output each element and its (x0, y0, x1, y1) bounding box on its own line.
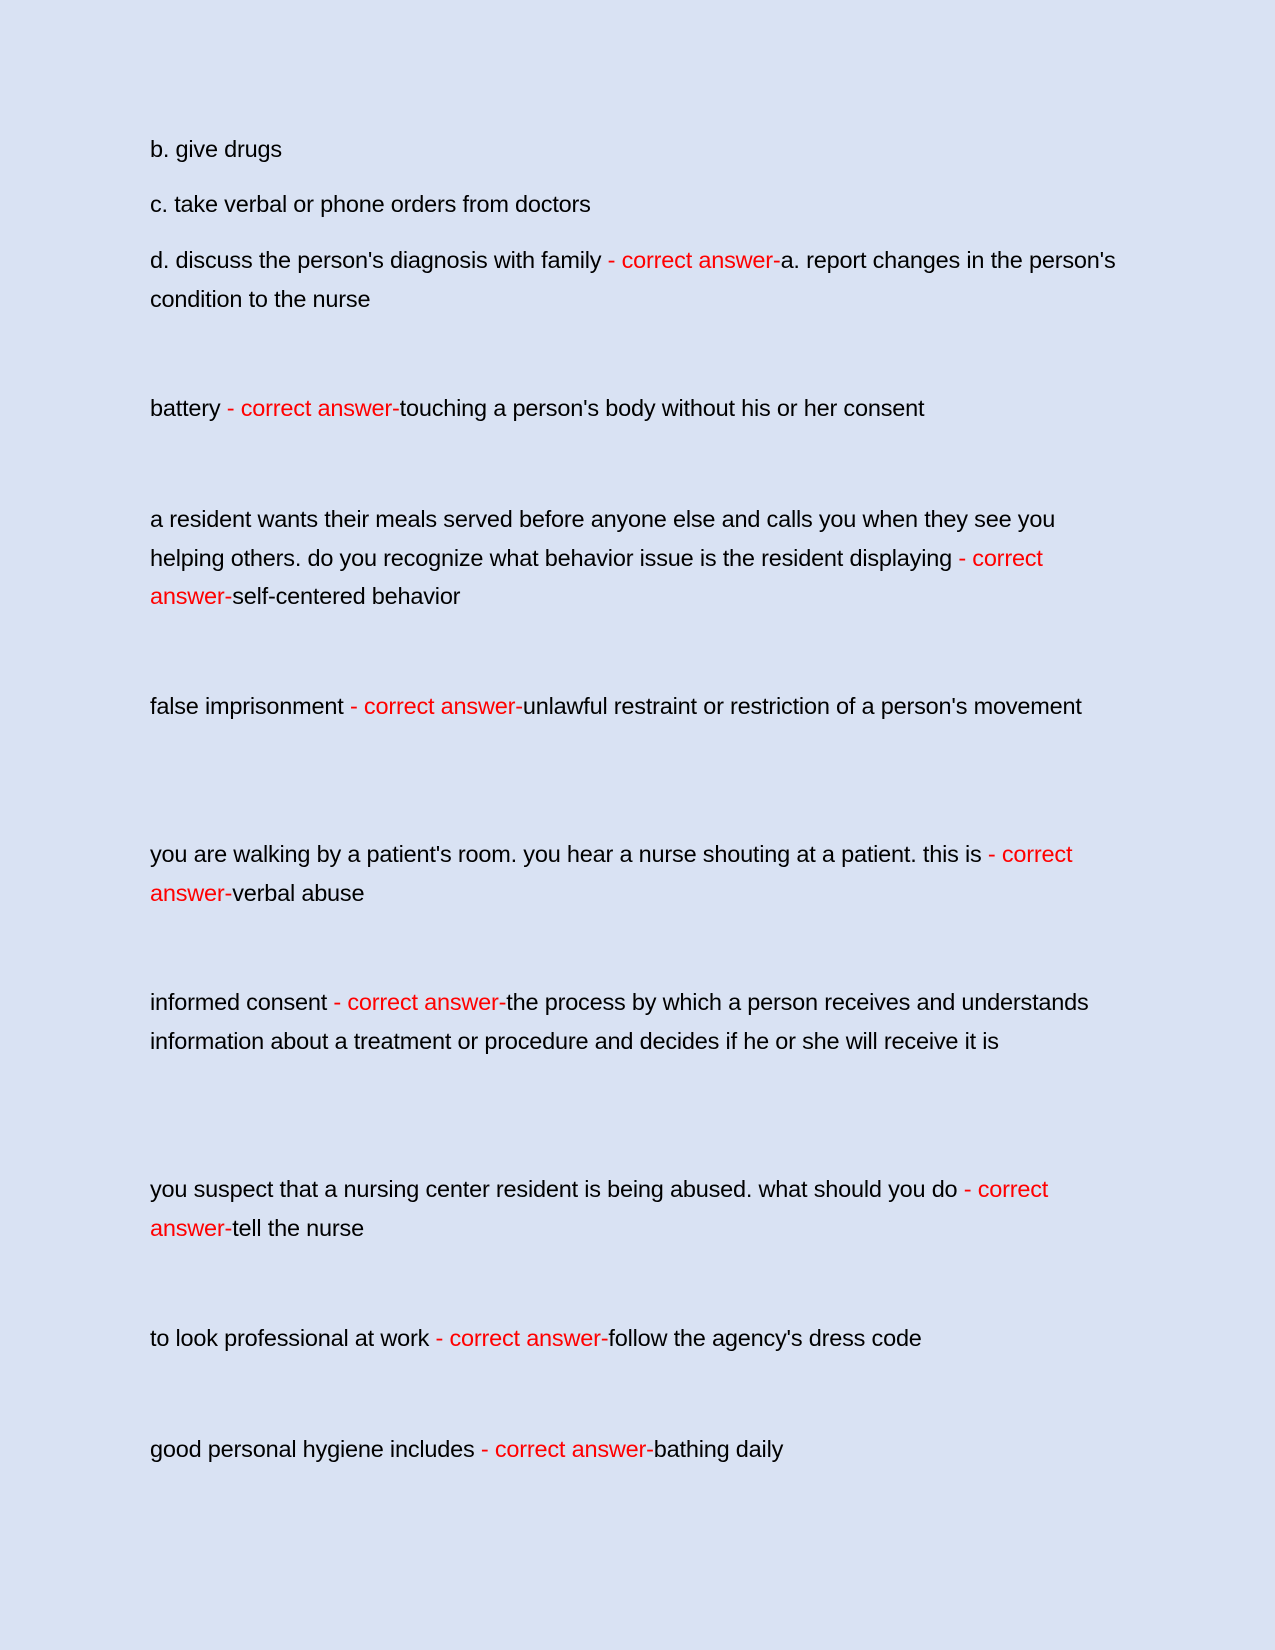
answer-text: touching a person's body without his or her consent (399, 395, 925, 421)
qa-item (150, 983, 1130, 1060)
question-text: false imprisonment (150, 693, 350, 719)
answer-text: self-centered behavior (232, 583, 461, 609)
option-c (150, 185, 1130, 224)
answer-text: the process by which a person receives and understands information about a treatment or procedure and decides if he or she will receive it is (150, 989, 1089, 1054)
qa-item (150, 687, 1130, 726)
qa-item (150, 389, 1130, 428)
correct-answer-marker: - correct answer- (607, 247, 781, 273)
question-text: a resident wants their meals served before anyone else and calls you when they see you helping others. do you recognize what behavior issue is the resident displaying (150, 506, 1056, 571)
option-b (150, 130, 1130, 169)
question-text: battery (150, 395, 227, 421)
qa-item (150, 241, 1130, 318)
question-text: to look professional at work (150, 1325, 436, 1351)
question-text: you suspect that a nursing center resident is being abused. what should you do (150, 1176, 964, 1202)
qa-item (150, 1170, 1130, 1247)
correct-answer-marker: - correct answer- (226, 395, 400, 421)
answer-text: follow the agency's dress code (608, 1325, 922, 1351)
question-text: c. take verbal or phone orders from doctors (150, 191, 591, 217)
answer-text: verbal abuse (232, 879, 365, 906)
qa-item (150, 1430, 1130, 1469)
qa-item (150, 500, 1130, 616)
qa-item (150, 1319, 1130, 1358)
question-text: you are walking by a patient's room. you hear a nurse shouting at a patient. this is (150, 841, 988, 867)
answer-text: unlawful restraint or restriction of a person's movement (522, 693, 1082, 719)
qa-item (150, 835, 1130, 912)
answer-text: bathing daily (653, 1436, 784, 1462)
correct-answer-marker: - correct answer- (333, 989, 507, 1015)
correct-answer-marker: - correct answer- (150, 544, 1043, 609)
correct-answer-marker: - correct answer- (435, 1325, 609, 1351)
answer-text: a. report changes in the person's condition to the nurse (150, 247, 1116, 312)
question-text: b. give drugs (150, 136, 282, 162)
correct-answer-marker: - correct answer- (349, 693, 523, 719)
correct-answer-marker: - correct answer- (480, 1436, 654, 1462)
correct-answer-marker: - correct answer- (150, 841, 1073, 906)
answer-text: tell the nurse (232, 1214, 364, 1241)
question-text: informed consent (150, 989, 334, 1015)
question-text: good personal hygiene includes (150, 1436, 481, 1462)
correct-answer-marker: - correct answer- (150, 1176, 1049, 1241)
question-text: d. discuss the person's diagnosis with family (150, 247, 608, 273)
